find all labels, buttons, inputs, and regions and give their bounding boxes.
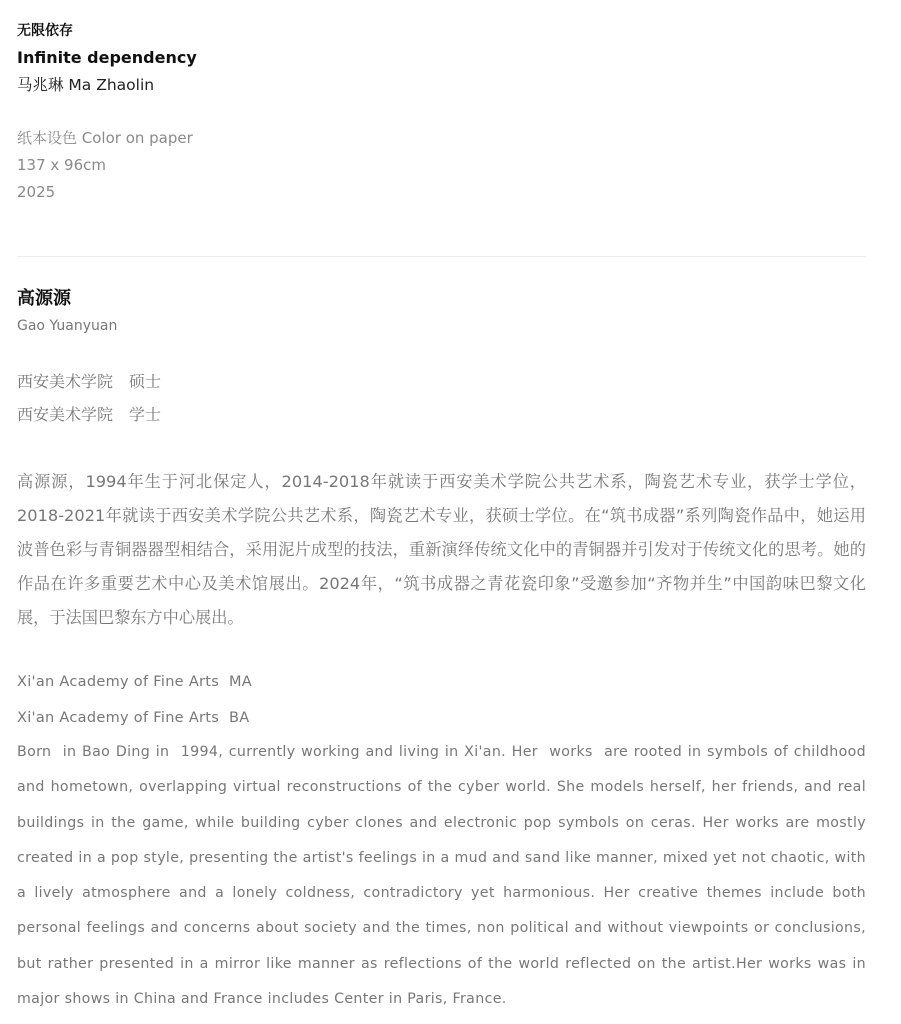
artwork-year: 2025: [17, 183, 56, 201]
biography-en: Born in Bao Ding in 1994, currently working and living in Xi'an. Her works are rooted in symbols of childhood and hometown, overlapping virtual reconstructions of the cyber world. She models herself, her friends, and real buildings in the game, while building cyber clones and electronic pop symbols on ceras. Her works are mostly created in a pop style, presenting the artist's feelings in a mud and sand like manner, mixed yet not chaotic, with a lively atmosphere and a lonely coldness, contradictory yet harmonious. Her creative themes include both personal feelings and concerns about society and the times, non political and without viewpoints or conclusions, but rather presented in a mirror like manner as reflections of the world reflected on the artist.Her works was in major shows in China and France includes Center in Paris, France.: [17, 744, 871, 1008]
artwork-medium: 纸本设色 Color on paper: [17, 129, 193, 147]
artwork-title-cn: 无限依存: [17, 23, 73, 39]
education-cn-ma: 西安美术学院 硕士: [17, 372, 162, 391]
education-en-ba: Xi'an Academy of Fine Arts BA: [17, 710, 250, 726]
education-cn-ba: 西安美术学院 学士: [17, 405, 162, 424]
artist-name-en: Gao Yuanyuan: [17, 318, 118, 334]
artwork-artist: 马兆琳 Ma Zhaolin: [17, 76, 155, 94]
artist-name-cn: 高源源: [17, 288, 71, 309]
biography-cn: 高源源，1994年生于河北保定人，2014-2018年就读于西安美术学院公共艺术系，陶瓷艺术专业，获学士学位，2018-2021年就读于西安美术学院公共艺术系，陶瓷艺术专业，获硕士学位。在“筑书成器”系列陶瓷作品中，她运用波普色彩与青铜器器型相结合，采用泥片成型的技法，重新演绎传统文化中的青铜器并引发对于传统文化的思考。她的作品在许多重要艺术中心及美术馆展出。2024年，“筑书成器之青花瓷印象”受邀参加“齐物并生”中国韵味巴黎文化展，于法国巴黎东方中心展出。: [17, 472, 866, 627]
education-en-ma: Xi'an Academy of Fine Arts MA: [17, 674, 252, 690]
artwork-size: 137 x 96cm: [17, 156, 106, 174]
section-divider: [17, 256, 866, 257]
artwork-title-en: Infinite dependency: [17, 48, 197, 67]
